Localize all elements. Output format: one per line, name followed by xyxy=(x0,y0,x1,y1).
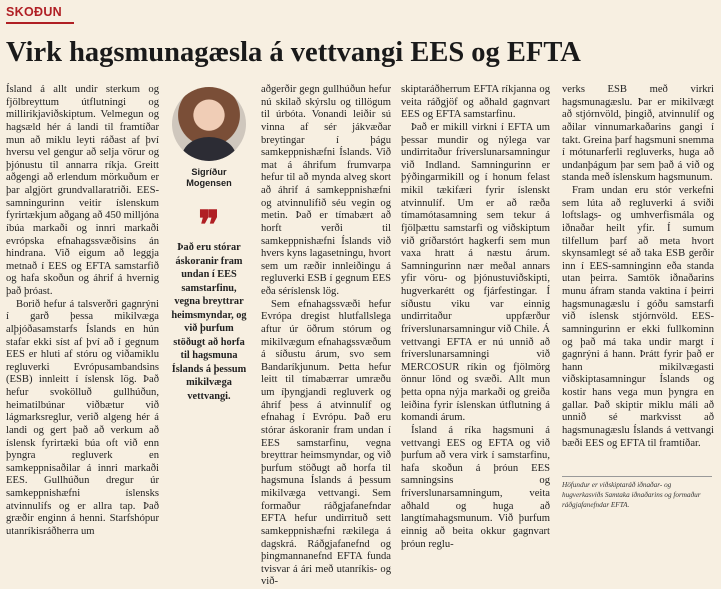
author-name xyxy=(164,167,254,189)
paragraph: Sem efnahagssvæði hefur Evrópa dregist hlutfallslega aftur úr öðrum stórum og mikilvægum efnahagssvæðum á síðustu árum, svo sem Bandaríkjunum. Þetta hefur leitt til tímabærrar umræðu um íþyngjandi regluverk og áhrif þess á atvinnulíf og efnahag í Evrópu. Það eru stórar áskoranir fram undan í EES samstarfinu, vegna breyttrar heimsmyndar, og við þurfum stöðugt að horfa til hagsmuna Íslands á þessum mikilvæga vettvangi. Sem formaður ráðgjafanefndar EFTA hefur undirrituð sett samkeppnishæfni rækilega á dagskrá. Ráðgjafanefnd og þingmannanefnd EFTA funda tvisvar á ári með utanríkis- og við- xyxy=(261,298,391,588)
paragraph: Borið hefur á talsverðri gagnrýni í garð þessa mikilvæga alþjóðasamstarfs Íslands en hún stafar ekki síst af því að í gegnum EES er hluti af stóru og viðamiklu regluverki Evrópusambandsins (ESB) innleitt í íslensk lög. Það hefur svokölluð gullhúðun, heimatilbúnar viðbætur við lágmarksreglur, verið algeng hér á landi og gert það að verkum að íslensk fyrirtæki búa oft við enn þyngra regluverk en samkeppnisaðilar á innri markaði EES. Gullhúðun dregur úr samkeppnishæfni íslensks atvinnulífs og er allra tap. Það græðir enginn á henni. Starfshópur utanríkisráðherra um xyxy=(6,298,159,537)
article-column-3 xyxy=(401,84,550,551)
author-last-name: Mogensen xyxy=(186,178,232,188)
author-photo xyxy=(172,87,246,161)
paragraph: Ísland á allt undir sterkum og fjölbreyttum útflutningi og millirikjaviðskiptum. Velmegun og hagsæld hér á landi til framtíðar mun að miklu leyti ráðast af því hversu vel gengur að selja vörur og þjónustu til annarra ríkja. Greitt aðgengi að erlendum mörkuðum er þar algjört grundvallaratriði. EES-samningurinn veitir íslenskum fyrirtækjum aðgang að 450 milljóna íbúa markaði og innri markaði evrópska efnahagssvæðisins án hindrana. Við eigum að leggja metnað í EES og EFTA samstarfið og hafa skoðun og áhrif á hvernig það þróast. xyxy=(6,84,159,297)
author-first-name: Sigríður xyxy=(191,167,227,177)
section-underline xyxy=(6,22,74,24)
paragraph: verks ESB með virkri hagsmunagæslu. Þar er mikilvægt að stjórnvöld, þingið, atvinnulíf og aðilar vinnumarkaðarins gangi í takt. Greina þarf hagsmuni snemma í mótunarferli regluverks, huga að undanþágum þar sem það á við og standa með íslenskum hagsmunum. xyxy=(562,84,714,184)
author-credit: Höfundur er viðskiptaráð iðnaðar- og hugverkasviðs Samtaka iðnaðarins og formaður ráðgjafanefndar EFTA. xyxy=(562,476,712,510)
article-headline: Virk hagsmunagæsla á vettvangi EES og EFTA xyxy=(6,37,581,68)
paragraph: Fram undan eru stór verkefni sem lúta að regluverki á sviði loftslags- og umhverfismála og iðnaðar heilt yfir. Í sumum tilfellum þarf að meta hvort skynsamlegt sé að taka ESB gerðir inn í EES-samninginn eða standa utan þeirra. Samtök iðnaðarins munu áfram standa vaktina í þeirri hagsmunagæslu í góðu samstarfi við íslensk stjórnvöld. EES-samningurinn er ekki fullkominn og það má taka undir margt í gagnrýni á hann. Þrátt fyrir það er hann mikilvægasti viðskiptasamningur Íslands og kostir hans vega mun þyngra en gallar. Það skiptir miklu máli að unnið sé markvisst að hagsmunagæslu Íslands á vettvangi bæði EES og EFTA til framtíðar. xyxy=(562,185,714,449)
article-column-4 xyxy=(562,84,714,450)
paragraph: aðgerðir gegn gullhúðun hefur nú skilað skýrslu og tillögum til úrbóta. Vonandi leiðir sú vinna af sér jákvæðar breytingar í þágu samkeppnishæfni Íslands. Við mat á áhrifum frumvarpa hefur til að mynda alveg skort að áhrif á samkeppnishæfni og atvinnulífið séu vegin og metin. Það er tímabært að horft verði til samkeppnishæfni Íslands við hvers kyns lagasetningu, hvort sem um ræðir innleiðingu á regluverki ESB í gegnum EES eða séríslensk lög. xyxy=(261,84,391,297)
pull-quote: Það eru stórar áskoranir fram undan í EES samstarfinu, vegna breyttrar heimsmyndar, og við þurfum stöðugt að horfa til hagsmuna Íslands á þessum mikilvæga vettvangi. xyxy=(171,242,247,402)
article-column-2 xyxy=(261,84,391,589)
author-sidebar xyxy=(164,84,254,403)
quote-mark-icon: ❞ xyxy=(198,203,220,248)
paragraph: skiptaráðherrum EFTA ríkjanna og veita ráðgjöf og aðhald gagnvart EES og EFTA samstarfinu. xyxy=(401,84,550,121)
paragraph: Það er mikill virkni í EFTA um þessar mundir og nýlega var undirritaður fríverslunarsamningur við Indland. Samningurinn er þýðingarmikill og í honum felast mikil tækifæri fyrir íslenskt atvinnulíf. Um er að ræða tímamótasamning sem tekur á fjölþættu samstarfi og viðskiptum við gríðarstórt hagkerfi sem mun vaxa hratt á næstu árum. Samningurinn nær meðal annars yfir vöru- og þjónustuviðskipti, hugverkarétt og fjárfestingar. Í síðustu viku var einnig undirritaður uppfærður fríverslunarsamningur við Chile. Á vettvangi EFTA er nú unnið að fríverslunarsamningi við MERCOSUR ríkin og fjölmörg önnur lönd og svæði. Allt mun þetta opna nýja markaði og greiða leiðina fyrir íslenskan útflutning á komandi árum. xyxy=(401,121,550,424)
paragraph: Ísland á ríka hagsmuni á vettvangi EES og EFTA og við þurfum að vera virk í samstarfinu, hafa skoðun á þróun EES samningsins og fríverslunarsamningum, veita aðhald og huga að langtímahagsmunum. Við þurfum einnig að beita okkur gagnvart þróun reglu- xyxy=(401,424,550,550)
article-column-1 xyxy=(6,84,159,539)
section-label: SKOÐUN xyxy=(6,5,62,19)
